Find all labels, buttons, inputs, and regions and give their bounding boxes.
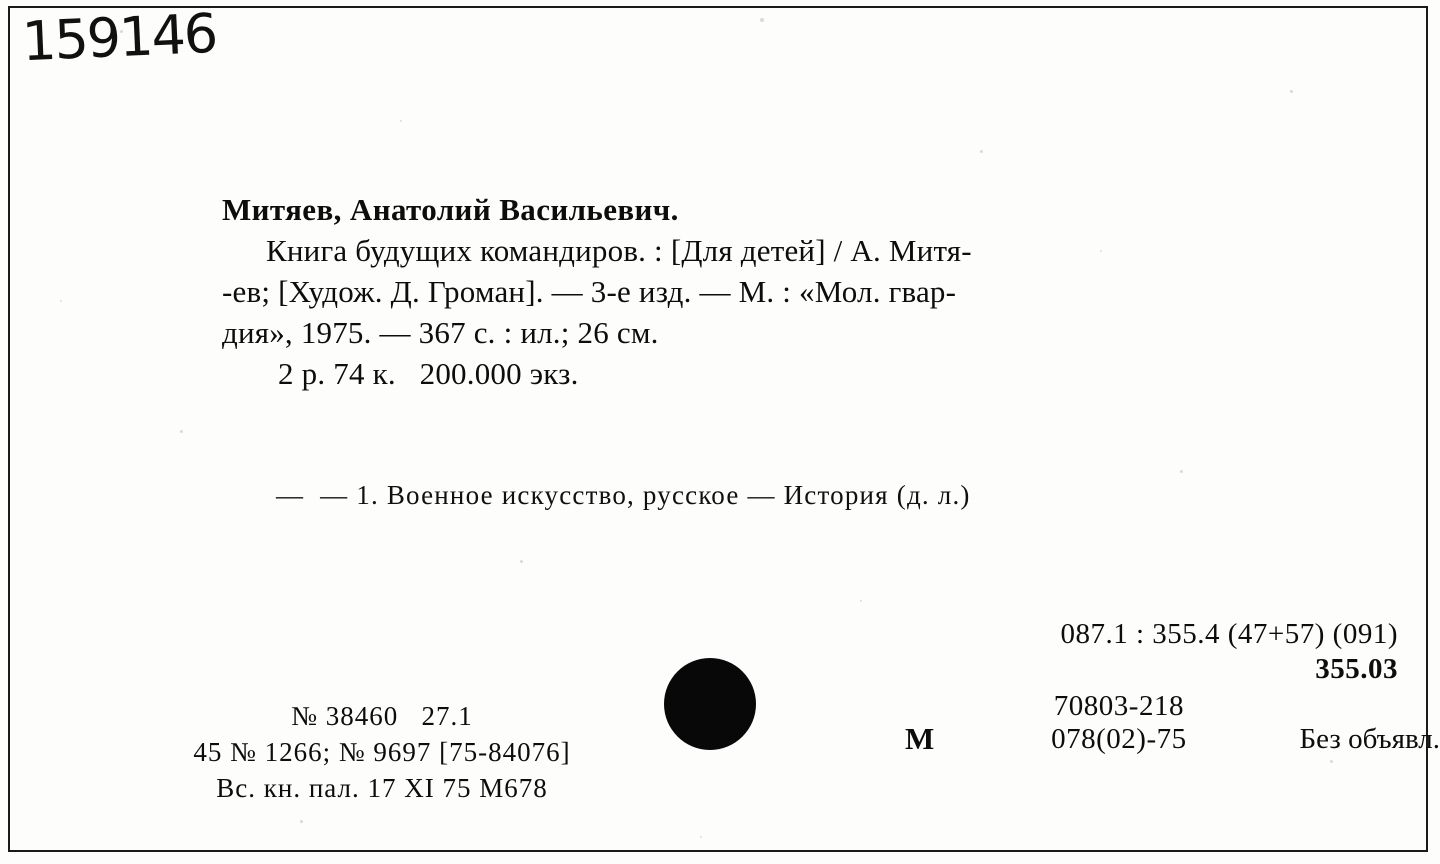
footer-line-1: № 38460 27.1 [291,701,473,731]
udc-classification [1060,618,1398,686]
handwritten-accession-number: 159146 [20,1,218,74]
publisher-code-suffix: Без объявл. [1299,722,1440,755]
udc-main-index: 087.1 : 355.4 (47+57) (091) [1060,618,1398,650]
publisher-code-fraction [938,690,1299,756]
publisher-code-numerator: 70803-218 [1053,690,1184,722]
ink-blot-icon [664,658,756,750]
record-author: Митяев, Анатолий Васильевич. [222,192,679,227]
bibliographic-record [222,190,1402,394]
record-title-line: Книга будущих командиров. : [Для детей] / А. Митя- [266,233,972,268]
record-price-run-line: 2 р. 74 к. 200.000 экз. [278,356,579,391]
subject-heading: — — 1. Военное искусство, русское — История (д. л.) [276,480,971,510]
udc-secondary-index: 355.03 [1315,653,1398,685]
publisher-code-denominator: 078(02)-75 [1051,723,1187,755]
publisher-code-block [905,690,1440,756]
record-imprint-line: -ев; [Худож. Д. Громан]. — 3-е изд. — М. : «Мол. гвар- [222,274,957,309]
registration-footer [112,698,652,806]
record-collation-line: дия», 1975. — 367 с. : ил.; 26 см. [222,315,659,350]
footer-line-3: Вс. кн. пал. 17 XI 75 М678 [216,773,548,803]
publisher-code-prefix: М [905,721,935,756]
footer-line-2: 45 № 1266; № 9697 [75-84076] [193,737,571,767]
